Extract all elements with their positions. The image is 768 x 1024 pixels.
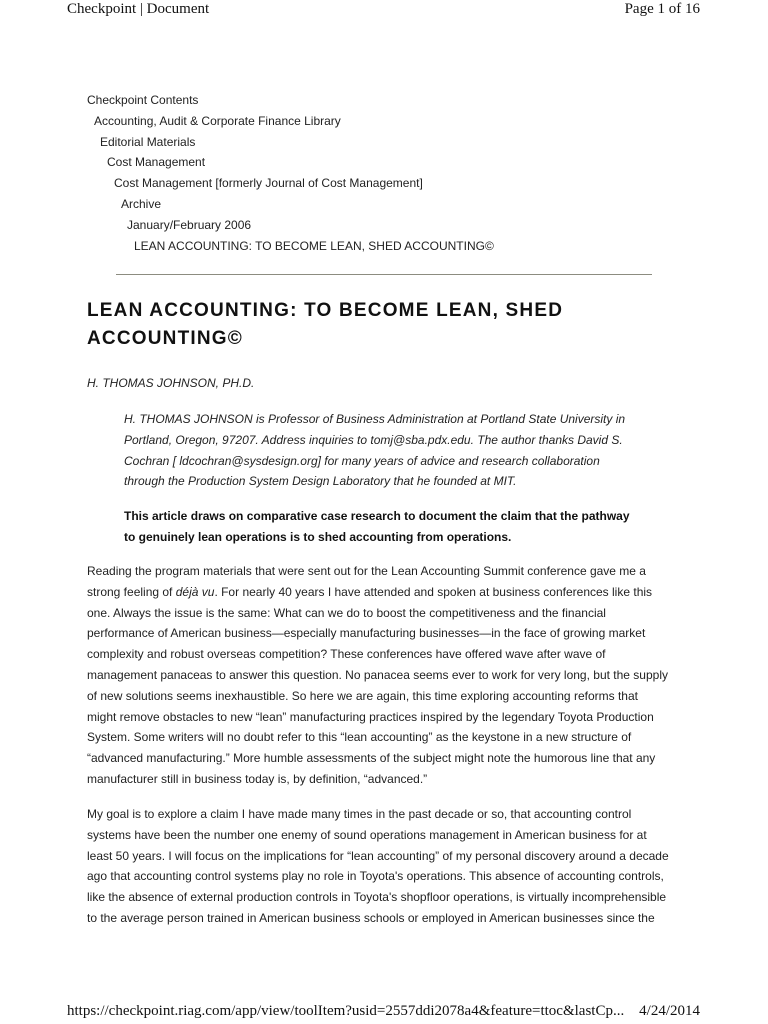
breadcrumb-item-archive[interactable]: Archive xyxy=(121,196,162,211)
paragraph-line: to the average person trained in American business schools or employed in American businesses since the xyxy=(87,910,655,925)
article-title xyxy=(87,297,647,353)
paragraph-line: like the absence of external production controls in Toyota's shopfloor operations, is virtually incomprehensible xyxy=(87,890,667,905)
paragraph-line: one. Always the issue is the same: What can we do to boost the competitiveness and the financial xyxy=(87,605,606,620)
breadcrumb xyxy=(87,90,494,256)
article-title-line: ACCOUNTING© xyxy=(87,328,243,349)
article-title-line: LEAN ACCOUNTING: TO BECOME LEAN, SHED xyxy=(87,300,564,321)
paragraph-line: performance of American business—especially manufacturing businesses—in the face of growing market xyxy=(87,626,646,641)
author-byline: H. THOMAS JOHNSON, PH.D. xyxy=(87,376,255,390)
author-bio-line: Cochran [ ldcochran@sysdesign.org] for many years of advice and research collaboration xyxy=(124,453,600,468)
paragraph-line: “advanced manufacturing.” More humble assessments of the subject might note the humorous line that any xyxy=(87,751,656,766)
author-bio-line: through the Production System Design Laboratory that he founded at MIT. xyxy=(124,474,517,489)
divider xyxy=(116,274,652,275)
breadcrumb-item-checkpoint-contents[interactable]: Checkpoint Contents xyxy=(87,93,199,107)
paragraph-line: systems have been the number one enemy of sound operations management in American business for at xyxy=(87,827,647,842)
breadcrumb-item-journal[interactable]: Cost Management [formerly Journal of Cost Management] xyxy=(114,176,423,191)
paragraph-line xyxy=(87,582,687,603)
paragraph-line: ago that accounting control systems play no role in Toyota's operations. This absence of accounting controls, xyxy=(87,869,664,884)
paragraph-line: might remove obstacles to new “lean” manufacturing practices inspired by the legendary Toyota Production xyxy=(87,709,654,724)
breadcrumb-item-cost-management[interactable]: Cost Management xyxy=(107,155,206,170)
breadcrumb-item-article: LEAN ACCOUNTING: TO BECOME LEAN, SHED ACCOUNTING© xyxy=(134,238,494,253)
abstract-line: This article draws on comparative case research to document the claim that the pathway xyxy=(124,509,630,523)
author-bio-line: H. THOMAS JOHNSON is Professor of Business Administration at Portland State University in xyxy=(124,412,626,426)
page-url: https://checkpoint.riag.com/app/view/toolItem?usid=2557ddi2078a4&feature=ttoc&lastCp... xyxy=(67,1003,625,1019)
emphasis-text: déjà vu xyxy=(175,584,215,599)
abstract-line: to genuinely lean operations is to shed accounting from operations. xyxy=(124,529,512,544)
paragraph-line: System. Some writers will no doubt refer to this “lean accounting” as the keystone in a new structure of xyxy=(87,730,632,745)
body-paragraph-1 xyxy=(87,561,687,790)
article-abstract xyxy=(124,506,654,548)
paragraph-line: manufacturer still in business today is, by definition, “advanced.” xyxy=(87,771,428,786)
breadcrumb-item-editorial-materials[interactable]: Editorial Materials xyxy=(100,134,196,149)
print-date: 4/24/2014 xyxy=(639,1003,700,1019)
paragraph-text: . For nearly 40 years I have attended and spoken at business conferences like this xyxy=(214,584,653,599)
author-bio xyxy=(124,409,644,492)
paragraph-line: management panaceas to answer this question. No panacea seems ever to work for very long, but the supply xyxy=(87,667,668,682)
print-header xyxy=(67,0,700,20)
author-bio-line: Portland, Oregon, 97207. Address inquiries to tomj@sba.pdx.edu. The author thanks David S. xyxy=(124,432,623,447)
paragraph-line: least 50 years. I will focus on the implications for “lean accounting” of my personal discovery around a decade xyxy=(87,848,669,863)
breadcrumb-item-issue[interactable]: January/February 2006 xyxy=(127,217,252,232)
paragraph-text: strong feeling of xyxy=(87,584,176,599)
paragraph-line: My goal is to explore a claim I have made many times in the past decade or so, that accounting control xyxy=(87,807,632,821)
paragraph-line: of new solutions seems inexhaustible. So here we are again, this time exploring accounting reforms that xyxy=(87,688,638,703)
paragraph-line: Reading the program materials that were sent out for the Lean Accounting Summit conference gave me a xyxy=(87,564,646,578)
print-header-title: Checkpoint | Document xyxy=(67,1,210,17)
print-footer xyxy=(67,1002,700,1024)
page-number: Page 1 of 16 xyxy=(624,1,700,17)
body-paragraph-2 xyxy=(87,804,687,929)
paragraph-line: complexity and robust overseas competition? These conferences have offered wave after wave of xyxy=(87,647,606,662)
breadcrumb-item-library[interactable]: Accounting, Audit & Corporate Finance Library xyxy=(94,113,341,128)
